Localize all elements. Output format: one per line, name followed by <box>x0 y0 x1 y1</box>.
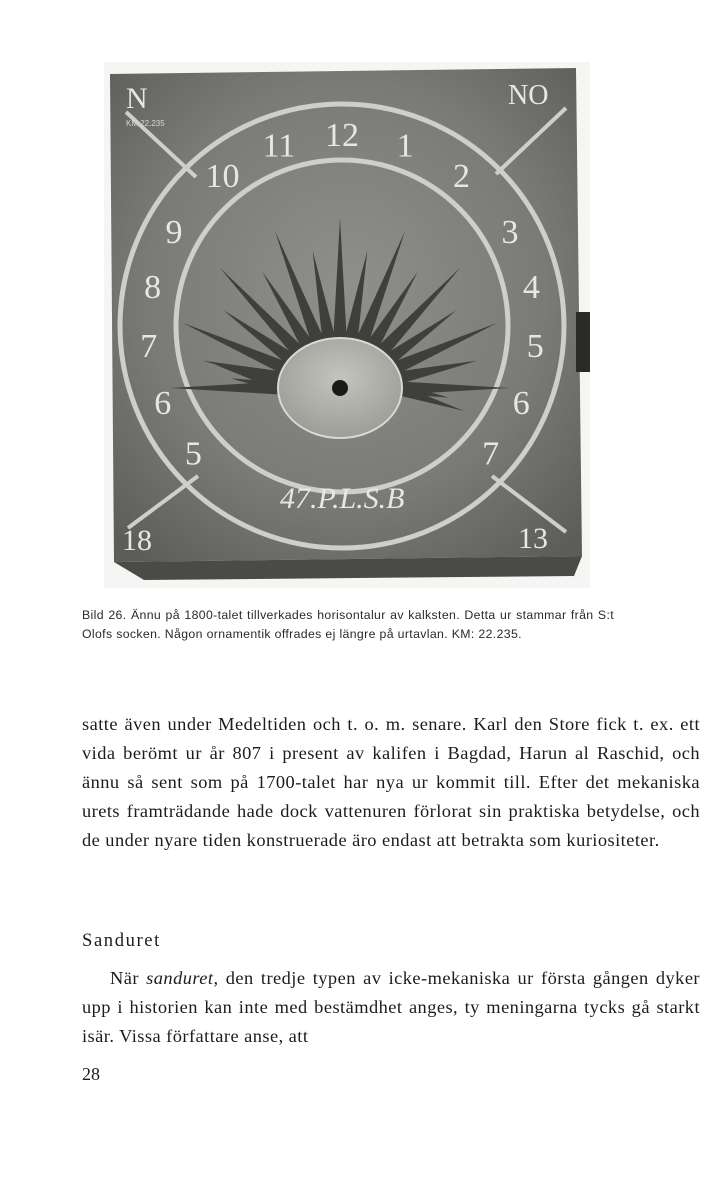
paragraph-2 <box>82 964 700 1051</box>
hour-numeral: 7 <box>140 327 158 365</box>
inventory-mark: KM 22.235 <box>126 119 165 128</box>
corner-label-bottom-left: 18 <box>122 524 152 557</box>
hour-numeral: 12 <box>325 117 359 154</box>
hour-numeral: 10 <box>205 158 240 196</box>
hour-numeral: 11 <box>262 127 296 165</box>
sundial-image <box>104 62 590 588</box>
corner-label-bottom-right: 13 <box>518 522 548 555</box>
hour-numeral: 2 <box>452 158 470 196</box>
hour-numeral: 5 <box>526 327 544 365</box>
paragraph-2-rest: , den tredje typen av icke-mekaniska ur första gången dyker upp i historien kan inte med bestämdhet anges, ty meningarna tycks gå starkt isär. Vissa författare anse, att <box>82 968 700 1046</box>
section-heading: Sanduret <box>82 930 161 951</box>
figure-caption: Bild 26. Ännu på 1800-talet tillverkades horisontalur av kalksten. Detta ur stammar från S:t Olofs socken. Någon ornamentik offrades ej längre på urtavlan. KM: 22.235. <box>82 608 614 641</box>
hour-numeral: 5 <box>184 435 202 473</box>
hour-numeral: 9 <box>165 214 183 251</box>
hour-numeral: 1 <box>396 127 414 165</box>
hour-numeral: 7 <box>482 435 500 473</box>
hour-numeral: 4 <box>522 269 540 307</box>
dial-inscription: 47.P.L.S.B <box>280 482 405 515</box>
corner-label-north: N <box>126 82 148 115</box>
paragraph-2-term: sanduret <box>146 968 214 988</box>
gnomon-hole <box>332 380 348 396</box>
corner-label-northeast: NO <box>508 80 549 111</box>
paragraph-1: satte även under Medeltiden och t. o. m. senare. Karl den Store fick t. ex. ett vida berömt ur år 807 i present av kalifen i Bagdad, Harun al Raschid, och ännu så sent som på 1700-talet har nya ur kommit till. Efter det mekaniska urets framträdande hade dock vattenuren förlorat sin praktiska betydelse, och de under nyare tiden konstruerade äro endast att betrakta som kuriositeter. <box>82 714 700 850</box>
paragraph-2-start: När <box>110 968 147 988</box>
hour-numeral: 6 <box>512 385 530 423</box>
sundial-photograph <box>104 62 590 588</box>
page-number: 28 <box>82 1064 100 1084</box>
hour-numeral: 3 <box>501 214 519 251</box>
hour-numeral: 8 <box>144 269 162 307</box>
stone-chip <box>576 312 590 372</box>
hour-numeral: 6 <box>154 385 172 423</box>
